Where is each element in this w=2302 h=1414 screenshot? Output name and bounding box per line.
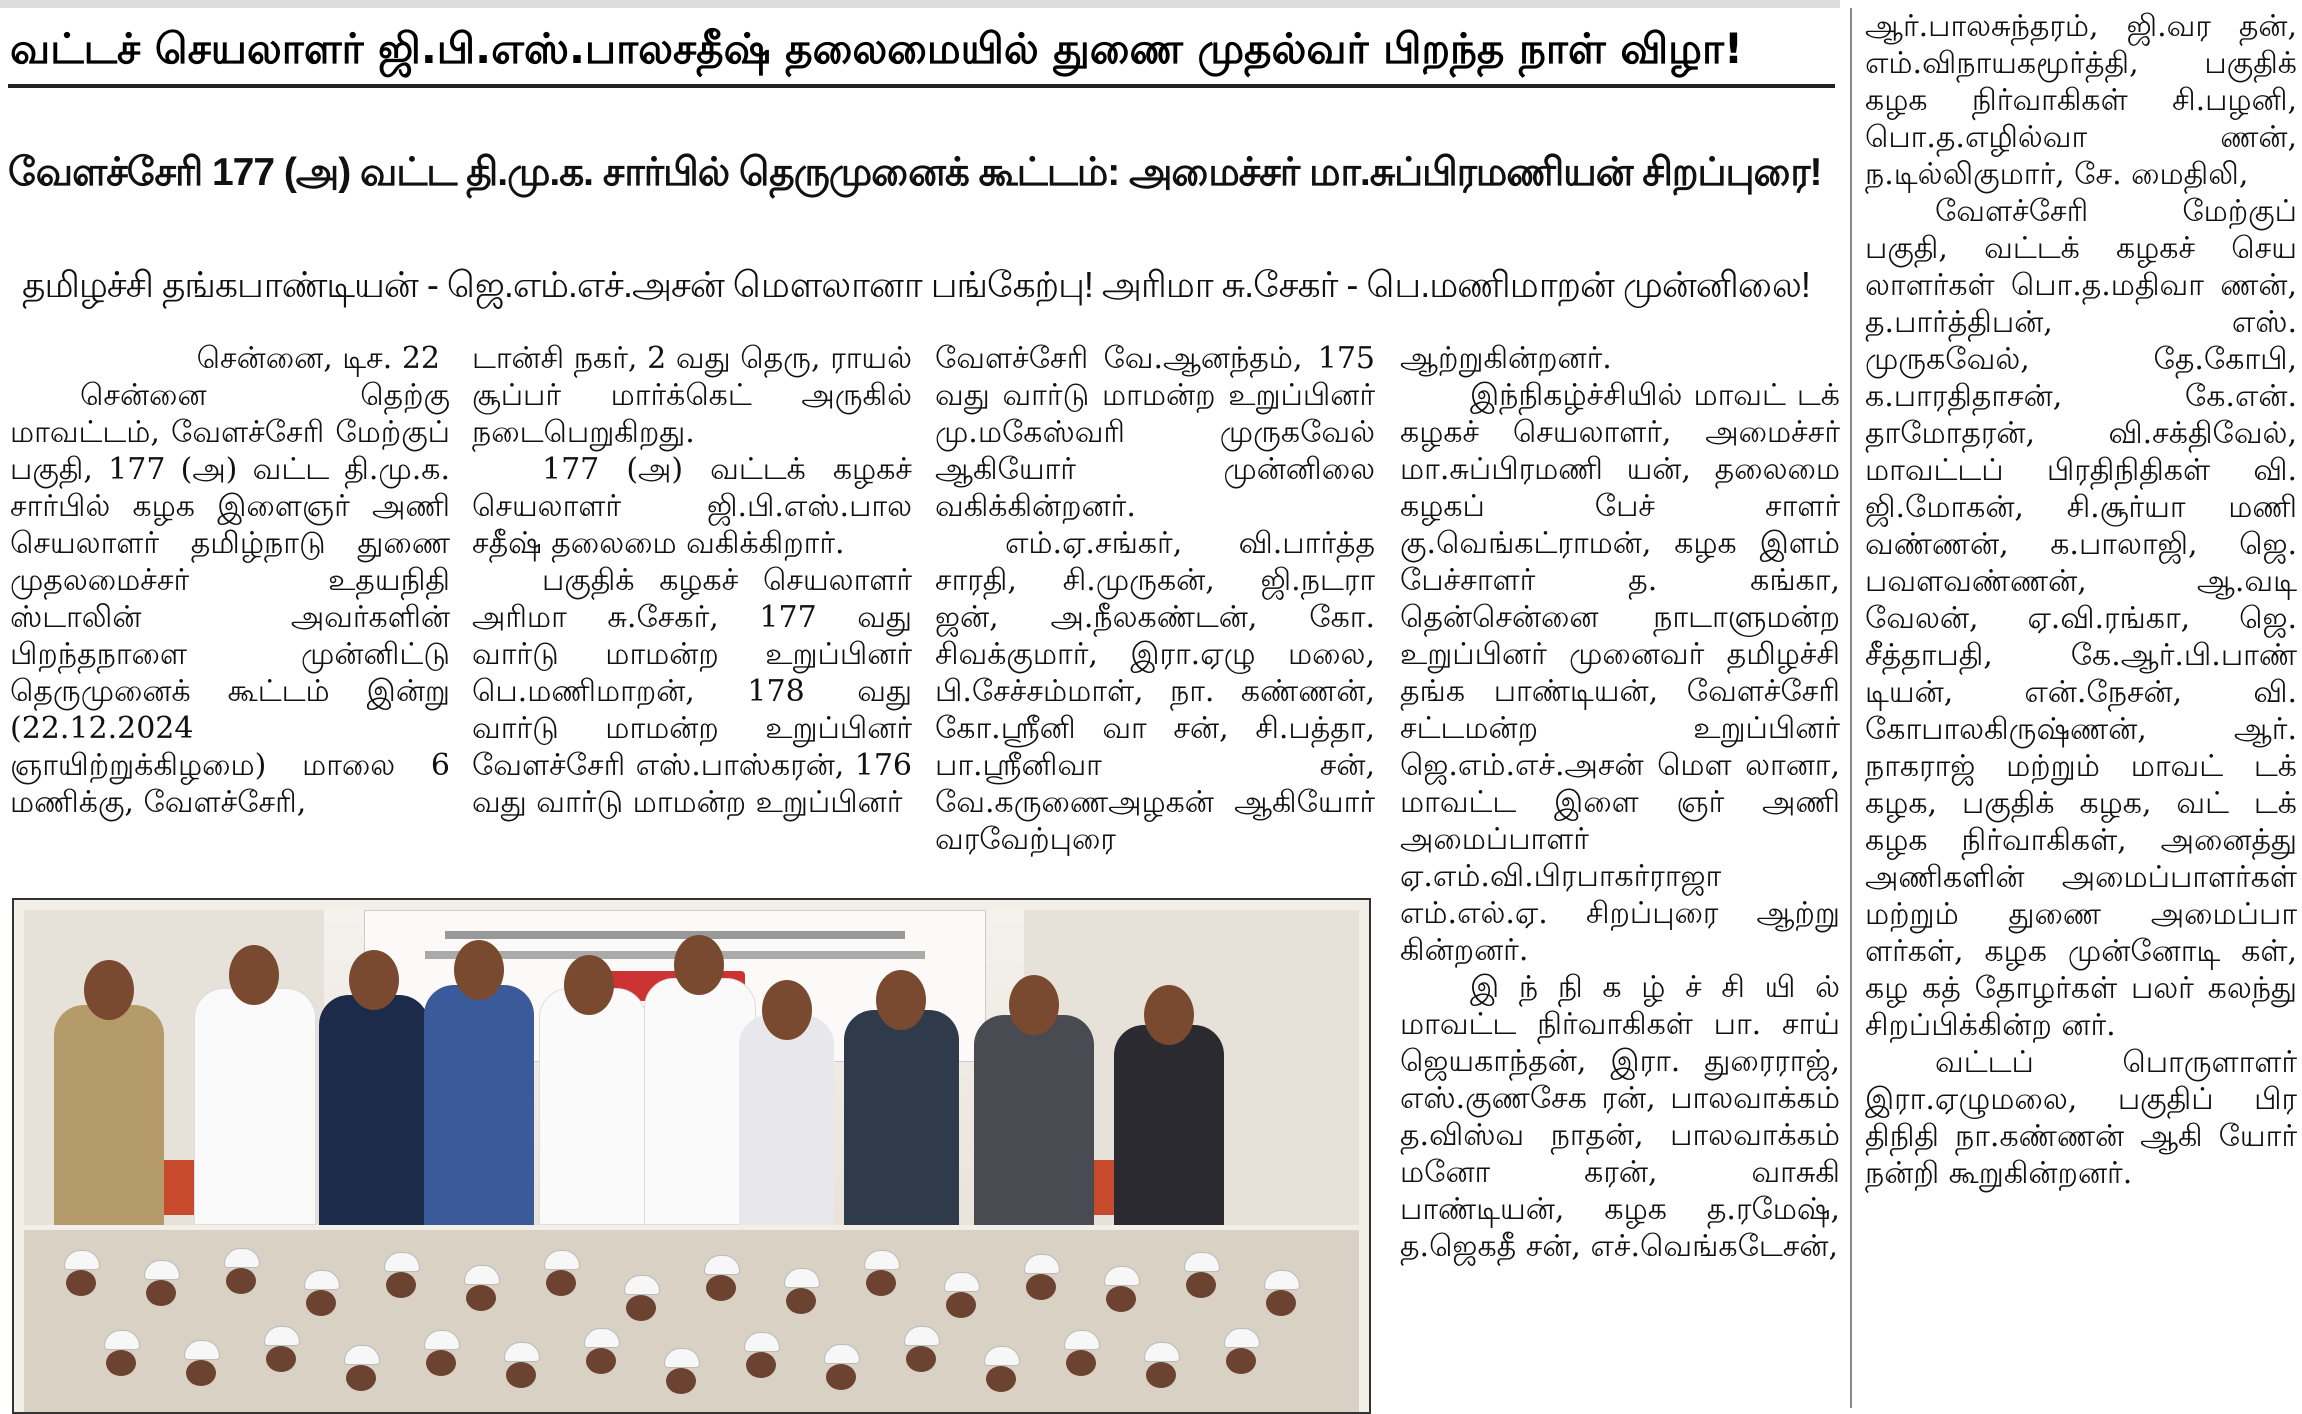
- cap: [1104, 1266, 1140, 1286]
- face: [826, 1364, 856, 1390]
- face: [226, 1268, 256, 1294]
- cap: [904, 1326, 940, 1346]
- cap: [104, 1330, 140, 1350]
- dateline: சென்னை, டிச. 22: [196, 341, 440, 376]
- person: [974, 1015, 1094, 1225]
- face: [746, 1352, 776, 1378]
- stage-photo: [24, 910, 1359, 1225]
- face: [1106, 1286, 1136, 1312]
- person-head: [349, 950, 399, 1010]
- person: [844, 1010, 959, 1225]
- cap: [1024, 1254, 1060, 1274]
- cap: [384, 1252, 420, 1272]
- paragraph: டான்சி நகர், 2 வது தெரு, ராயல் சூப்பர் மார்க்கெட் அருகில் நடைபெறுகிறது.: [472, 341, 912, 450]
- face: [466, 1285, 496, 1311]
- cap: [344, 1345, 380, 1365]
- cap: [704, 1255, 740, 1275]
- face: [586, 1348, 616, 1374]
- cap: [64, 1250, 100, 1270]
- cap: [1184, 1252, 1220, 1272]
- face: [346, 1365, 376, 1391]
- face: [626, 1295, 656, 1321]
- person-head: [762, 980, 812, 1040]
- cap: [744, 1332, 780, 1352]
- cap: [664, 1348, 700, 1368]
- face: [906, 1346, 936, 1372]
- cap: [1264, 1270, 1300, 1290]
- face: [266, 1346, 296, 1372]
- person: [739, 1015, 834, 1225]
- face: [1066, 1350, 1096, 1376]
- face: [1146, 1362, 1176, 1388]
- face: [986, 1366, 1016, 1392]
- person: [194, 988, 316, 1225]
- face: [786, 1288, 816, 1314]
- cap: [1224, 1328, 1260, 1348]
- person-head: [229, 945, 279, 1005]
- person: [319, 995, 429, 1225]
- person-head: [84, 960, 134, 1020]
- banner-text-line: [445, 931, 905, 939]
- person-head: [564, 955, 614, 1015]
- paragraph: 177 (அ) வட்டக் கழகச் செயலாளர் ஜி.பி.எஸ்.பால சதீஷ் தலைமை வகிக்கிறார்.: [472, 452, 912, 561]
- article-column-4: [1400, 340, 1840, 1400]
- cap: [264, 1326, 300, 1346]
- face: [546, 1270, 576, 1296]
- face: [1266, 1290, 1296, 1316]
- cap: [184, 1340, 220, 1360]
- person: [424, 985, 534, 1225]
- headline-rule: [8, 84, 1835, 88]
- person: [539, 988, 646, 1225]
- face: [66, 1270, 96, 1296]
- audience-photo: [24, 1230, 1359, 1412]
- paragraph: எம்.ஏ.சங்கர், வி.பார்த்த சாரதி, சி.முருகன், ஜி.நடரா ஜன், அ.நீலகண்டன், கோ. சிவக்குமார், இரா.ஏழு மலை, பி.சேச்சம்மாள், நா. கண்ணன், கோ.ஸ்ரீனி வா சன், சி.பத்தா, பா.ஸ்ரீனிவா சன், வே.கருணைஅழகன் ஆகியோர் வரவேற்புரை: [935, 526, 1375, 857]
- paragraph: வட்டப் பொருளாளர் இரா.ஏழுமலை, பகுதிப் பிர திநிதி நா.கண்ணன் ஆகி யோர் நன்றி கூறுகின்றனர்.: [1865, 1045, 2297, 1191]
- paragraph: சென்னை தெற்கு மாவட்டம், வேளச்சேரி மேற்குப் பகுதி, 177 (அ) வட்ட தி.மு.க. சார்பில் கழக இளைஞர் அணி செயலாளர் தமிழ்நாடு துணை முதலமைச்சர் உதயநிதி ஸ்டாலின் அவர்களின் பிறந்தநாளை முன்னிட்டு தெருமுனைக் கூட்டம் இன்று (22.12.2024 ஞாயிற்றுக்கிழமை) மாலை 6 மணிக்கு, வேளச்சேரி,: [10, 378, 450, 820]
- paragraph: வேளச்சேரி மேற்குப் பகுதி, வட்டக் கழகச் செய லாளர்கள் பொ.த.மதிவா ணன், த.பார்த்திபன், எஸ். முருகவேல், தே.கோபி, க.பாரதிதாசன், கே.என். தாமோதரன், வி.சக்திவேல், மாவட்டப் பிரதிநிதிகள் வி. ஜி.மோகன், சி.சூர்யா மணி வண்ணன், க.பாலாஜி, ஜெ. பவளவண்ணன், ஆ.வடி வேலன், ஏ.வி.ரங்கா, ஜெ. சீத்தாபதி, கே.ஆர்.பி.பாண் டியன், என்.நேசன், வி. கோபாலகிருஷ்ணன், ஆர். நாகராஜ் மற்றும் மாவட் டக் கழக, பகுதிக் கழக, வட் டக் கழக நிர்வாகிகள், அனைத்து அணிகளின் அமைப்பாளர்கள் மற்றும் துணை அமைப்பா ளர்கள், கழக முன்னோடி கள், கழ கத் தோழர்கள் பலர் கலந்து சிறப்பிக்கின்ற னர்.: [1865, 194, 2297, 1043]
- face: [146, 1280, 176, 1306]
- event-photo: [12, 898, 1371, 1414]
- cap: [984, 1346, 1020, 1366]
- face: [306, 1290, 336, 1316]
- cap: [624, 1275, 660, 1295]
- face: [506, 1362, 536, 1388]
- article-column-3: [935, 340, 1375, 885]
- cap: [864, 1250, 900, 1270]
- person-head: [1009, 975, 1059, 1035]
- cap: [584, 1328, 620, 1348]
- face: [706, 1275, 736, 1301]
- person: [1114, 1025, 1224, 1225]
- kicker-headline: வட்டச் செயலாளர் ஜி.பி.எஸ்.பாலசதீஷ் தலைமையில் துணை முதல்வர் பிறந்த நாள் விழா!: [10, 24, 1744, 73]
- cap: [824, 1344, 860, 1364]
- cap: [1064, 1330, 1100, 1350]
- main-headline: வேளச்சேரி 177 (அ) வட்ட தி.மு.க. சார்பில் தெருமுனைக் கூட்டம்: அமைச்சர் மா.சுப்பிரமணியன் சிறப்புரை!: [8, 151, 1822, 194]
- paragraph: வேளச்சேரி வே.ஆனந்தம், 175 வது வார்டு மாமன்ற உறுப்பினர் மு.மகேஸ்வரி முருகவேல் ஆகியோர் முன்னிலை வகிக்கின்றனர்.: [935, 341, 1375, 524]
- person-head: [876, 970, 926, 1030]
- face: [666, 1368, 696, 1394]
- paragraph: ஆர்.பாலசுந்தரம், ஜி.வர தன், எம்.விநாயகமூர்த்தி, பகுதிக் கழக நிர்வாகிகள் சி.பழனி, பொ.த.எழில்வா ணன், ந.டில்லிகுமார், சே. மைதிலி,: [1865, 9, 2297, 192]
- person-head: [674, 935, 724, 995]
- column-divider: [1850, 8, 1852, 1408]
- face: [386, 1272, 416, 1298]
- cap: [304, 1270, 340, 1290]
- cap: [464, 1265, 500, 1285]
- top-strip: [0, 0, 1840, 8]
- face: [946, 1292, 976, 1318]
- person-head: [454, 940, 504, 1000]
- paragraph: இந்நிகழ்ச்சியில் மாவட் டக் கழகச் செயலாளர், அமைச்சர் மா.சுப்பிரமணி யன், தலைமை கழகப் பேச் சாளர் கு.வெங்கட்ராமன், கழக இளம் பேச்சாளர் த. கங்கா, தென்சென்னை நாடாளுமன்ற உறுப்பினர் முனைவர் தமிழச்சி தங்க பாண்டியன், வேளச்சேரி சட்டமன்ற உறுப்பினர் ஜெ.எம்.எச்.அசன் மௌ லானா, மாவட்ட இளை ஞர் அணி அமைப்பாளர் ஏ.எம்.வி.பிரபாகர்ராஜா எம்.எல்.ஏ. சிறப்புரை ஆற்று கின்றனர்.: [1400, 378, 1840, 968]
- cap: [784, 1268, 820, 1288]
- cap: [544, 1250, 580, 1270]
- article-column-5: [1865, 8, 2297, 1403]
- face: [426, 1350, 456, 1376]
- cap: [144, 1260, 180, 1280]
- person: [54, 1005, 164, 1225]
- face: [1186, 1272, 1216, 1298]
- face: [186, 1360, 216, 1386]
- cap: [1144, 1342, 1180, 1362]
- cap: [224, 1248, 260, 1268]
- cap: [504, 1342, 540, 1362]
- face: [1026, 1274, 1056, 1300]
- article-column-2: [472, 340, 912, 885]
- paragraph: ஆற்றுகின்றனர்.: [1400, 341, 1612, 376]
- paragraph: பகுதிக் கழகச் செயலாளர் அரிமா சு.சேகர், 177 வது வார்டு மாமன்ற உறுப்பினர் பெ.மணிமாறன், 178 வது வார்டு மாமன்ற உறுப்பினர் வேளச்சேரி எஸ்.பாஸ்கரன், 176 வது வார்டு மாமன்ற உறுப்பினர்: [472, 563, 912, 820]
- paragraph: இ ந் நி க ழ் ச் சி யி ல் மாவட்ட நிர்வாகிகள் பா. சாய் ஜெயகாந்தன், இரா. துரைராஜ், எஸ்.குணசேக ரன், பாலவாக்கம் த.விஸ்வ நாதன், பாலவாக்கம் மனோ கரன், வாசுகி பாண்டியன், கழக த.ரமேஷ், த.ஜெகதீ சன், எச்.வெங்கடேசன்,: [1400, 970, 1840, 1264]
- cap: [944, 1272, 980, 1292]
- face: [866, 1270, 896, 1296]
- face: [106, 1350, 136, 1376]
- cap: [424, 1330, 460, 1350]
- person-head: [1144, 985, 1194, 1045]
- sub-headline: தமிழச்சி தங்கபாண்டியன் - ஜெ.எம்.எச்.அசன் மௌலானா பங்கேற்பு! அரிமா சு.சேகர் - பெ.மணிமாறன் முன்னிலை!: [22, 264, 1810, 305]
- face: [1226, 1348, 1256, 1374]
- article-column-1: [10, 340, 450, 885]
